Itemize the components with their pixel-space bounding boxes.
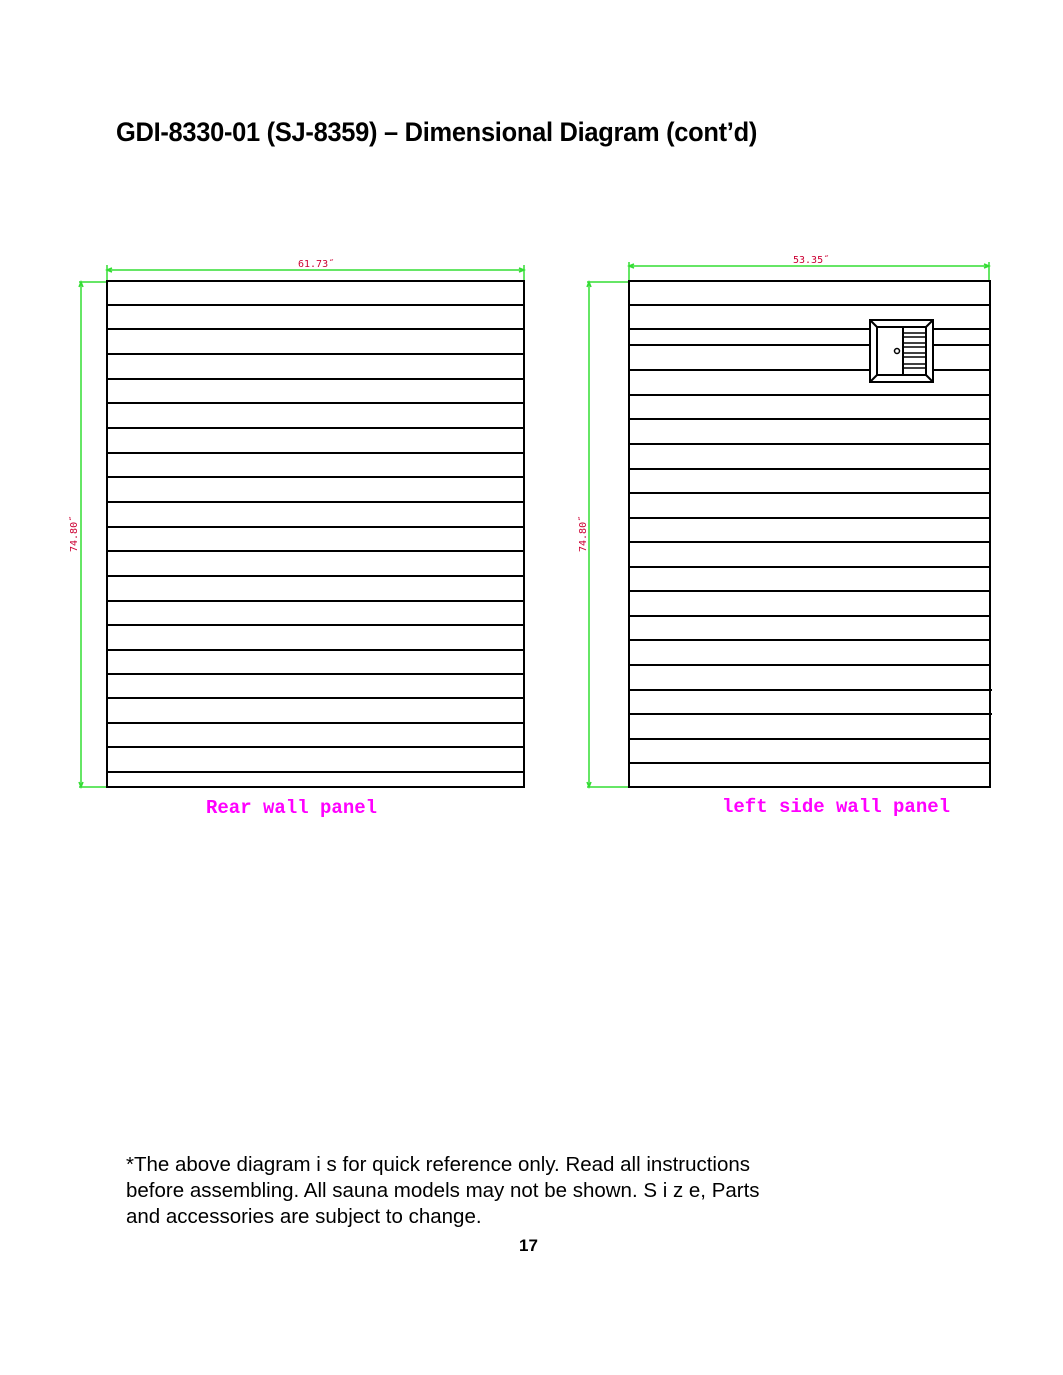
left-height-label: 74.80˝ xyxy=(578,515,589,552)
note-line: and accessories are subject to change. xyxy=(126,1205,482,1228)
rear-height-dimension xyxy=(79,282,107,787)
note-line: *The above diagram i s for quick reference only. Read all instructions xyxy=(126,1153,751,1176)
page-number: 17 xyxy=(519,1236,538,1255)
vent-icon xyxy=(870,320,933,382)
left-side-wall-panel-caption: left side wall panel xyxy=(722,796,951,818)
rear-width-label: 61.73˝ xyxy=(298,259,335,270)
page-title: GDI-8330-01 (SJ-8359) – Dimensional Diagram (cont’d) xyxy=(116,117,758,147)
left-height-dimension xyxy=(587,282,629,787)
rear-wall-panel xyxy=(68,258,525,787)
left-side-wall-panel xyxy=(577,254,992,787)
disclaimer-note xyxy=(126,1152,916,1230)
left-width-label: 53.35˝ xyxy=(793,255,830,266)
rear-wall-panel-caption: Rear wall panel xyxy=(206,797,378,819)
rear-height-label: 74.80˝ xyxy=(69,515,80,552)
note-line: before assembling. All sauna models may not be shown. S i z e, Parts xyxy=(126,1179,760,1202)
